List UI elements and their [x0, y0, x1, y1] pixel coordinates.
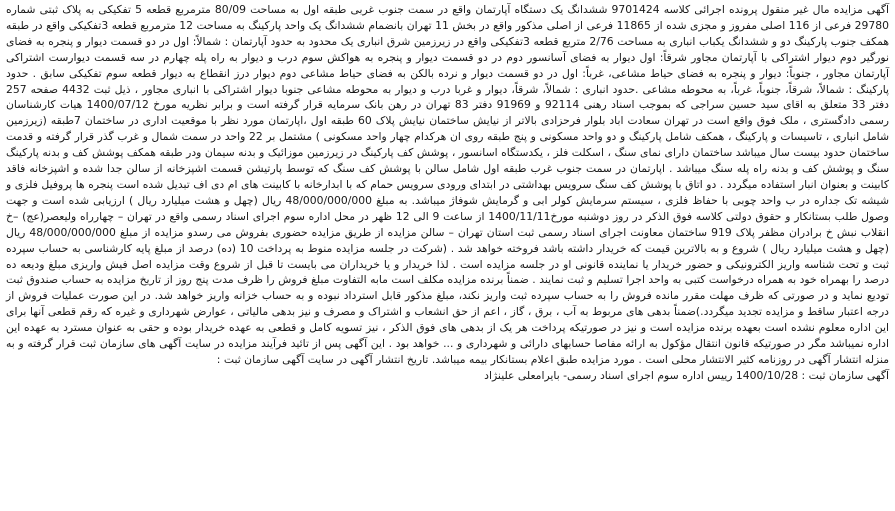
- notice-body-text: آگهی مزایده مال غیر منقول پرونده اجرائی کلاسه 9701424 ششدانگ یک دستگاه آپارتمان واقع در سمت جنوب غربی طبقه اول به مساحت 80/09 مترمربع قطعه 5 تفکیکی به پلاک ثبتی شماره 29780 فرعی از 116 اصلی مفروز و مجزی شده از 11865 فرعی از اصلی مذکور واقع در بخش 11 تهران بانضمام ششدانگ یک واحد پارکینگ به مساحت 12 مترمربع قطعه 3تفکیکی واقع در طبقه همکف جنوب پارکینگ دو و ششدانگ یکباب انباری به مساحت 2/76 متربع قطعه 3تفکیکی واقع در زیرزمین شرق انباری یک محدود به حدود آپارتمان : شمالاً: اول در دو قسمت دیوار و پنجره به فضای نورگیر دوم دیوار اشتراکی با آپارتمان مجاور شرقاً: اول دیوار به فضای آسانسور دوم در دو قسمت دیوار و پنجره به هواکش سوم درب و دیوار به راه پله چهارم در سه قسمت دیوارست اشتراکی آپارتمان مجاور ، جنوباً: دیوار و پنجره به فضای حیاط مشاعی، غرباً: اول در دو قسمت دیوار و نرده بالکن به فضای حیاط مشاعی دوم دیوار درز انقطاع به دیوار قطعه سوم تفکیکی سابق . حدود پارکینگ : شمالاً، شرقاً، جنوباً، غرباً، به محوطه مشاعی .حدود انباری : شمالاً، شرقاً، دیوار و غربا درب و دیوار به محوطه مشاعی جنوبا دیوار اشتراکی با انباری مجاور ، ذیل ثبت 4432 صفحه 257 دفتر 33 متعلق به اقای سید حسین سراجی که بموجب اسناد رهنی 92114 و 91969 دفتر 83 تهران در رهن بانک سرمایه قرار گرفته است و برابر نظریه مورخ 1400/07/12 هیات کارشناسان رسمی دادگستری ، ملک فوق واقع است در تهران سعادت اباد بلوار فرحزادی بالاتر از نیایش ساختمان نیایش پلاک 60 طبقه اول ،اپارتمان مورد نظر با موقعیت اداری در ساختمان 7طبقه (زیرزمین شامل انباری ، تاسیسات و پارکینگ ، همکف شامل پارکینگ و دو واحد مسکونی و پنج طبقه روی ان هرکدام چهار واحد مسکونی ) مشتمل بر 22 واحد در سمت شمال و غرب گذر قرار گرفته و قدمت ساختمان حدود بیست سال میباشد ساختمان دارای نمای سنگ ، اسکلت فلز ، یکدستگاه اسانسور ، پوشش کف پارکینگ در زیرزمین موزائیک و بدنه سیمان ودر طبقه همکف پوشش کف و بدنه پارکینگ سنگ و پوشش کف و بدنه راه پله سنگ میباشد . اپارتمان در سمت جنوب غرب طبقه اول شامل سالن با پوشش کف سنگ که توسط پارتیشن قسمت اشپزخانه از سالن جدا شده و اشپزخانه فاقد کابینت و بعنوان انبار استفاده میگردد . دو اتاق با پوشش کف سنگ سرویس بهداشتی در ابتدای ورودی سرویس حمام که با ابدارخانه با کابینت های ام دی اف تبدیل شده است پنجره ها پروفیل فلزی و شیشه تک جداره در ب واحد چوبی با حفاظ فلزی ، سیستم سرمایش کولر ابی و گرمایش شوفاژ میباشد. به مبلغ 48/000/000/000 ریال (چهل و هشت میلیارد ریال ) ارزیابی شده است و جهت وصول طلب بستانکار و حقوق دولتی کلاسه فوق الذکر در روز دوشنبه مورخ1400/11/11 از ساعت 9 الی 12 ظهر در محل اداره سوم اجرای اسناد رسمی واقع در تهران – چهارراه ولیعصر(عج) –خ انقلاب نبش خ برادران مظفر پلاک 919 ساختمان معاونت اجرای اسناد رسمی ثبت استان تهران – سالن مزایده از طریق مزایده حضوری بفروش می رسدو مزایده از مبلغ 48/000/000/000 ریال (چهل و هشت میلیارد ریال ) شروع و به بالاترین قیمت که خریدار داشته باشد فروخته خواهد شد . (شرکت در جلسه مزایده منوط به پرداخت 10 (ده) درصد از مبلغ پایه کارشناسی به حساب سپرده ثبت و تحت شناسه واریز الکترونیکی و حضور خریدار یا نماینده قانونی او در جلسه مزایده است . لذا خریدار و یا خریداران می بایست تا قبل از شروع وقت مزایده اصل فیش واریزی مبلغ ودیعه ده درصد را بهمراه خود به همراه درخواست کتبی به واحد اجرا تسلیم و ثبت نمایند . ضمناً برنده مزایده مکلف است مابه التفاوت مبلغ فروش را ظرف مدت پنج روز از تاریخ مزایده به حساب صندوق ثبت تودیع نماید و در صورتی که ظرف مهلت مقرر مانده فروش را به حساب سپرده ثبت واریز نکند، مبلغ مذکور قابل استرداد نبوده و به حساب خزانه واریز خواهد شد. در این صورت عملیات فروش از درجه اعتبار ساقط و مزایده تجدید میگردد.)ضمناً بدهی های مربوط به آب ، برق ، گاز ، اعم از حق انشعاب و اشتراک و مصرف و نیز بدهی مالیاتی ، عوارض شهرداری و غیره که رقم قطعی آنها برای این اداره معلوم نشده است بعهده برنده مزایده است و نیز در صورتیکه پرداخت هر یک از بدهی های فوق الذکر ، نیز تسویه کامل و قطعی به عهده خریدار بوده و حقی به عنوان مسترد به عهده این اداره نمیباشد مگر در صورتیکه قانون انتقال مؤکول به ارائه مفاصا حسابهای دارائی و شهرداری و ... خواهد بود . این آگهی پس از تائید فرآیند مزایده در سایت آگهی های سازمان ثبت قرار گرفته و به منزله انتشار آگهی در روزنامه کثیر الانتشار محلی است . مورد مزایده طبق اعلام بستانکار بیمه میباشد. تاریخ انتشار آگهی در سایت آگهی سازمان ثبت :: [6, 3, 890, 366]
- notice-date-and-signature: آگهی سازمان ثبت : 1400/10/28 رییس اداره سوم اجرای اسناد رسمی- بایرامعلی علینژاد: [484, 368, 889, 382]
